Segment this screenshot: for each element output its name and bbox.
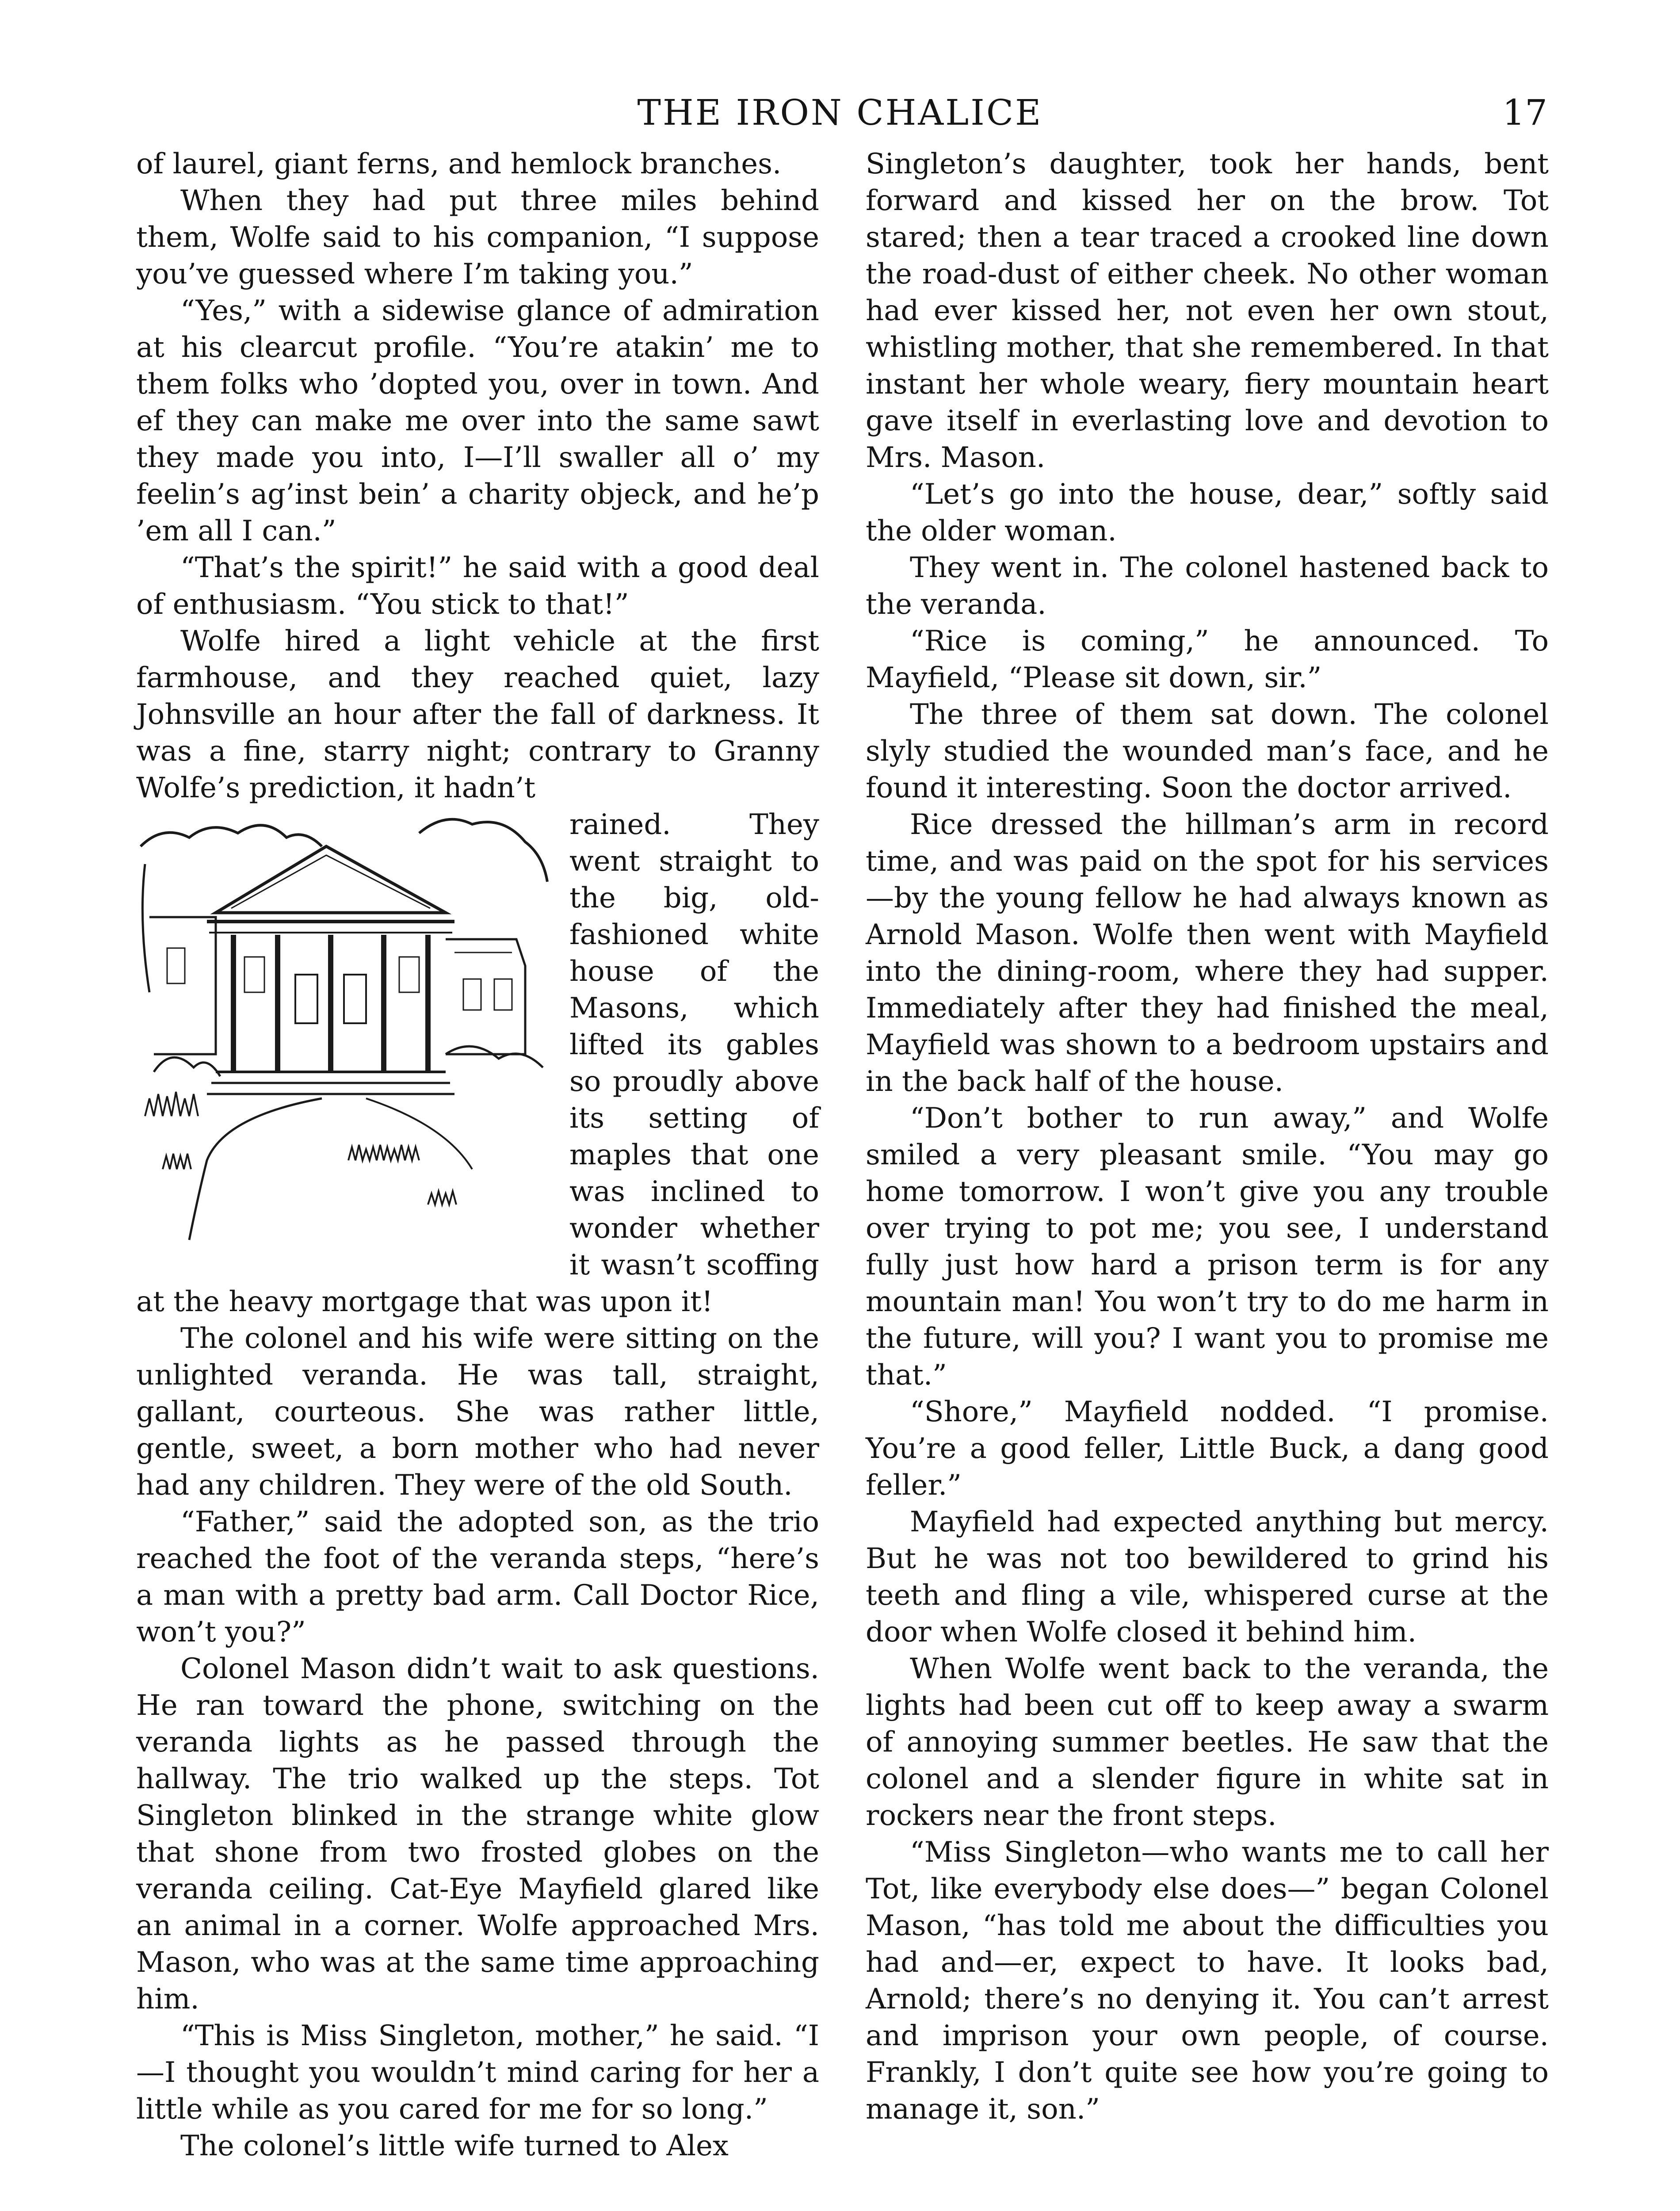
paragraph: Wolfe hired a light vehicle at the first farmhouse, and they reached quiet, lazy Johnsville an hour after the fall of darkness. It was a fine, starry night; contrary to Granny Wolfe’s prediction, it hadn’t [136, 625, 819, 804]
paragraph: When Wolfe went back to the veranda, the lights had been cut off to keep away a swarm of annoying summer beetles. He saw that the colonel and a slender figure in white sat in rockers near the front steps. [866, 1653, 1549, 1832]
paragraph: The colonel’s little wife turned to Alex [180, 2130, 729, 2162]
paragraph: Singleton’s daughter, took her hands, bent forward and kissed her on the brow. Tot stared; then a tear traced a crooked line down the road-dust of either cheek. No other woman had ever kissed her, not even her own stout, whistling mother, that she remembered. In that instant her whole weary, fiery mountain heart gave itself in everlasting love and devotion to Mrs. Mason. [866, 148, 1549, 474]
paragraph: Rice dressed the hillman’s arm in record time, and was paid on the spot for his services—by the young fellow he had always known as Arnold Mason. Wolfe then went with Mayfield into the dining-room, where they had supper. Immediately after they had finished the meal, Mayfield was shown to a bedroom upstairs and in the back half of the house. [866, 808, 1549, 1098]
page-number: 17 [1502, 92, 1547, 133]
paragraph: “Don’t bother to run away,” and Wolfe smiled a very pleasant smile. “You may go home tomorrow. I won’t give you any trouble over trying to pot me; you see, I understand fully just how hard a prison term is for any mountain man! You won’t try to do me harm in the future, will you? I want you to promise me that.” [866, 1102, 1549, 1392]
running-head: THE IRON CHALICE [637, 92, 1043, 133]
paragraph: The three of them sat down. The colonel slyly studied the wounded man’s face, and he found it interesting. Soon the doctor arrived. [866, 698, 1549, 804]
paragraph: When they had put three miles behind them, Wolfe said to his companion, “I suppose you’ve guessed where I’m taking you.” [136, 184, 819, 291]
paragraph: of laurel, giant ferns, and hemlock branches. [136, 148, 782, 180]
paragraph: “Let’s go into the house, dear,” softly said the older woman. [866, 478, 1549, 547]
paragraph: Colonel Mason didn’t wait to ask questions. He ran toward the phone, switching on the veranda lights as he passed through the hallway. The trio walked up the steps. Tot Singleton blinked in the strange white glow that shone from two frosted globes on the veranda ceiling. Cat-Eye Mayfield glared like an animal in a corner. Wolfe approached Mrs. Mason, who was at the same time approaching him. [136, 1653, 819, 2016]
paragraph: “Yes,” with a sidewise glance of admiration at his clearcut profile. “You’re atakin’ me to them folks who ’dopted you, over in town. And ef they can make me over into the same sawt they made you into, I—I’ll swaller all o’ my feelin’s ag’inst bein’ a charity objeck, and he’p ’em all I can.” [136, 295, 819, 547]
paragraph: “Father,” said the adopted son, as the trio reached the foot of the veranda steps, “here’s a man with a pretty bad arm. Call Doctor Rice, won’t you?” [136, 1506, 819, 1649]
paragraph: rained. They went straight to the big, old-fashioned white house of the Masons, which lifted its gables so proudly above its setting of maples that one was inclined to wonder whether it wasn’t scoffing at the heavy mortgage that was upon it! [136, 808, 819, 1318]
paragraph: The colonel and his wife were sitting on the unlighted veranda. He was tall, straight, gallant, courteous. She was rather little, gentle, sweet, a born mother who had never had any children. They were of the old South. [136, 1322, 819, 1502]
house-illustration [136, 807, 552, 1244]
paragraph: They went in. The colonel hastened back to the veranda. [866, 551, 1549, 621]
right-column [866, 146, 1549, 2128]
paragraph: “This is Miss Singleton, mother,” he said. “I—I thought you wouldn’t mind caring for her a little while as you cared for me for so long.” [136, 2020, 819, 2126]
paragraph: Mayfield had expected anything but mercy. But he was not too bewildered to grind his teeth and fling a vile, whispered curse at the door when Wolfe closed it behind him. [866, 1506, 1549, 1649]
paragraph: “That’s the spirit!” he said with a good deal of enthusiasm. “You stick to that!” [136, 551, 819, 621]
left-column [136, 146, 819, 2165]
paragraph: “Shore,” Mayfield nodded. “I promise. You’re a good feller, Little Buck, a dang good feller.” [866, 1396, 1549, 1502]
paragraph: “Rice is coming,” he announced. To Mayfield, “Please sit down, sir.” [866, 625, 1549, 694]
paragraph: “Miss Singleton—who wants me to call her Tot, like everybody else does—” began Colonel Mason, “has told me about the difficulties you had and—er, expect to have. It looks bad, Arnold; there’s no denying it. You can’t arrest and imprison your own people, of course. Frankly, I don’t quite see how you’re going to manage it, son.” [866, 1836, 1549, 2126]
